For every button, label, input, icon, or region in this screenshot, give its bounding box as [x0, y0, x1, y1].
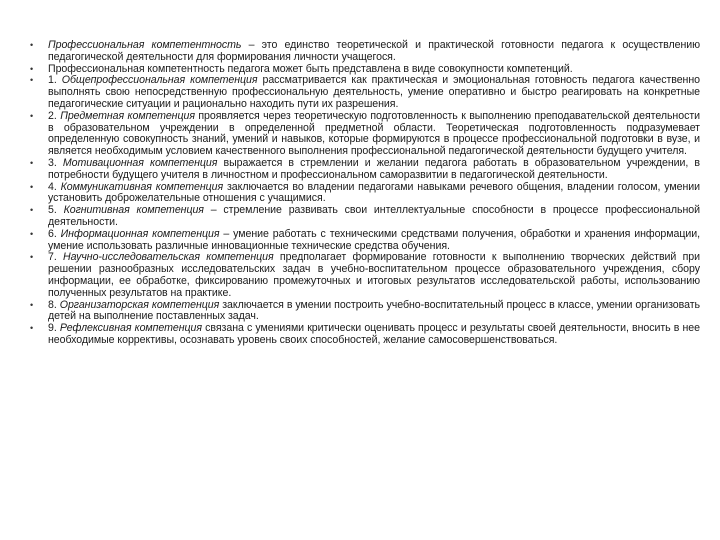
list-item — [0, 229, 720, 253]
item-term: Предметная компетенция — [60, 109, 195, 122]
item-number: 6. — [48, 227, 61, 240]
bullet-icon: • — [30, 63, 34, 74]
item-text: проявляется через теоретическую подготовленность к выполнению преподавательской деятельности в образовательном учреждении в определенной предметной области. Теоретическая подготовленность подразумевает определенную совокупность знаний, умений и навыков, которые формируются в процессе профессиональной подготовки в вузе, и является необходимым условием качественного выполнения профессиональной педагогической деятельности будущего учителя. — [48, 109, 700, 158]
bullet-icon: • — [30, 252, 34, 263]
item-number: 3. — [48, 156, 63, 169]
item-number: 8. — [48, 298, 60, 311]
list-item — [0, 323, 720, 347]
item-term: Общепрофессиональная компетенция — [61, 74, 258, 87]
item-text: связана с умениями критически оценивать процесс и результаты своей деятельности, вносить в нее необходимые коррективы, осознавать уровень своих способностей, желание самосовершенствоваться. — [48, 322, 700, 346]
item-text: – это единство теоретической и практической готовности педагога к осуществлению педагогической деятельности для формирования личности учащегося. — [48, 39, 701, 63]
list-item — [0, 205, 720, 229]
item-term: Научно-исследовательская компетенция — [63, 251, 274, 264]
competence-list — [0, 40, 720, 347]
item-text: заключается в умении построить учебно-воспитательный процесс в классе, умении организовать детей на выполнение поставленных задач. — [48, 298, 700, 323]
item-text: предполагает формирование готовности к выполнению творческих действий при решении разнообразных исследовательских задач в учебно-воспитательном процессе образовательного учреждения, сбору информации, ее обработке, фиксированию промежуточных и итоговых результатов исследовательской работы, использованию полученных результатов на практике. — [48, 251, 700, 299]
list-item — [0, 40, 720, 64]
item-term: Организаторская компетенция — [59, 298, 220, 311]
bullet-icon: • — [30, 157, 34, 168]
list-item — [0, 111, 720, 158]
item-number: 5. — [48, 204, 64, 217]
item-term: Когнитивная компетенция — [63, 204, 204, 217]
item-number: 4. — [48, 180, 61, 193]
item-number: 9. — [48, 322, 60, 335]
item-term: Коммуникативная компетенция — [60, 180, 224, 193]
bullet-icon: • — [30, 75, 34, 86]
item-number: 1. — [48, 74, 62, 87]
list-item — [0, 300, 720, 324]
list-item — [0, 75, 720, 110]
item-text: – стремление развивать свои интеллектуальные способности в процессе профессиональной деятельности. — [48, 204, 700, 228]
item-number: 2. — [48, 109, 61, 122]
bullet-icon: • — [30, 299, 34, 310]
item-text: – умение работать с техническими средствами получения, обработки и хранения информации, умение использовать различные инновационные технические средства обучения. — [48, 227, 700, 252]
bullet-icon: • — [30, 110, 34, 121]
item-term: Профессиональная компетентность — [48, 39, 242, 51]
item-term: Мотивационная компетенция — [62, 156, 218, 169]
item-text: Профессиональная компетентность педагога может быть представлена в виде совокупности компетенций. — [48, 62, 573, 75]
item-text: выражается в стремлении и желании педагога работать в образовательном учреждении, в потребности будущего учителя в личностном и профессиональном саморазвитии в педагогической деятельности. — [48, 156, 700, 181]
item-text: заключается во владении педагогами навыками речевого общения, владении голосом, умении установить доброжелательные отношения с учащимися. — [48, 180, 700, 205]
list-item — [0, 182, 720, 206]
item-number: 7. — [48, 251, 64, 264]
bullet-icon: • — [30, 181, 34, 192]
item-text: рассматривается как практическая и эмоциональная готовность педагога качественно выполнять свою непосредственную профессиональную деятельность, умение оперативно и быстро реагировать на конкретные педагогические ситуации и рационально находить пути их разрешения. — [48, 74, 701, 110]
bullet-icon: • — [30, 40, 34, 50]
item-term: Информационная компетенция — [60, 227, 220, 240]
bullet-icon: • — [30, 323, 34, 334]
bullet-icon: • — [30, 228, 34, 239]
list-item — [0, 252, 720, 299]
bullet-icon: • — [30, 205, 34, 216]
item-term: Рефлексивная компетенция — [59, 322, 202, 335]
list-item — [0, 158, 720, 182]
